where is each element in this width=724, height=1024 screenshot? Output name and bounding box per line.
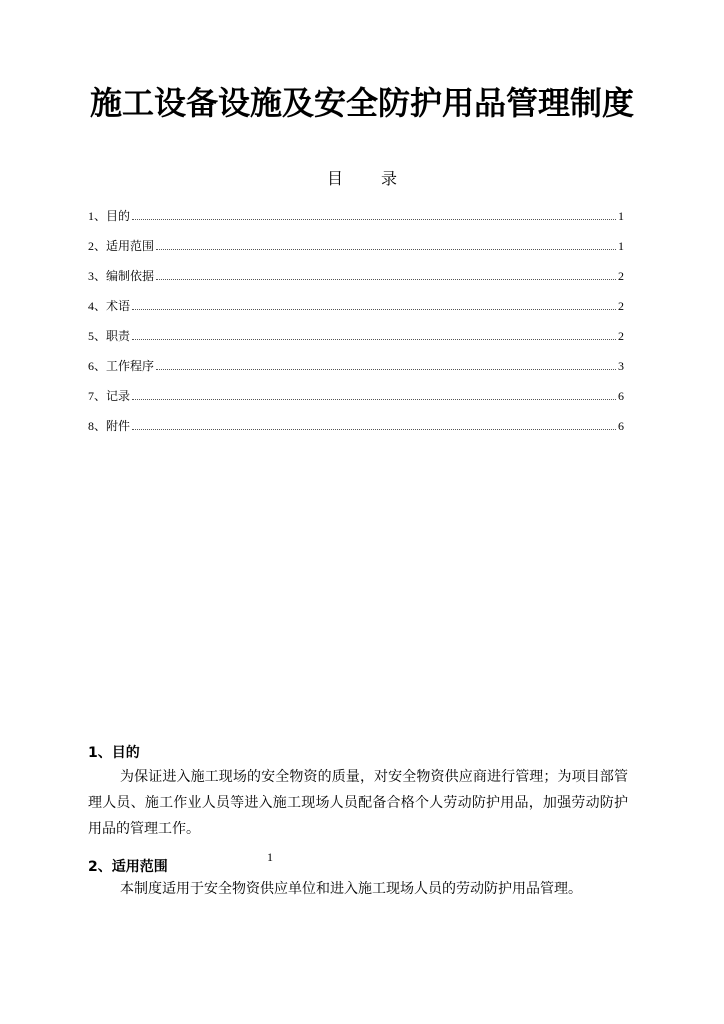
- section-body-scope: 本制度适用于安全物资供应单位和进入施工现场人员的劳动防护用品管理。: [120, 881, 582, 897]
- toc-entry-label: 适用范围: [106, 239, 155, 253]
- toc-entry[interactable]: [88, 207, 624, 237]
- toc-heading: [0, 166, 724, 189]
- toc-entry-page: 1: [618, 239, 624, 253]
- toc-entry-page: 6: [618, 389, 624, 403]
- toc-entry-label: 记录: [106, 389, 131, 403]
- page-number: 1: [267, 850, 273, 864]
- toc-leader-dots: [132, 398, 616, 400]
- toc-heading-char-2: 录: [381, 169, 398, 188]
- toc-entry[interactable]: [88, 417, 624, 447]
- toc-entry-label: 术语: [106, 299, 131, 313]
- toc-entry-label: 工作程序: [106, 359, 155, 373]
- toc-entry-page: 1: [618, 209, 624, 223]
- toc-leader-dots: [132, 308, 616, 310]
- toc-leader-dots: [156, 278, 616, 280]
- toc-entry-number: 4、: [88, 299, 107, 313]
- toc-entry-number: 1、: [88, 209, 107, 223]
- toc-entry-number: 5、: [88, 329, 107, 343]
- toc-entry-number: 3、: [88, 269, 107, 283]
- section-body-purpose: 为保证进入施工现场的安全物资的质量，对安全物资供应商进行管理；为项目部管理人员、施工作业人员等进入施工现场人员配备合格个人劳动防护用品，加强劳动防护用品的管理工作。: [88, 769, 628, 837]
- toc-entry[interactable]: [88, 327, 624, 357]
- toc-entry-number: 8、: [88, 419, 107, 433]
- toc-entry-number: 7、: [88, 389, 107, 403]
- toc-entry-page: 2: [618, 299, 624, 313]
- toc-entry[interactable]: [88, 387, 624, 417]
- toc-leader-dots: [132, 218, 616, 220]
- toc-entry[interactable]: [88, 237, 624, 267]
- section-heading-scope: 2、适用范围: [88, 859, 168, 875]
- table-of-contents: [88, 207, 624, 447]
- toc-entry[interactable]: [88, 267, 624, 297]
- toc-entry-page: 2: [618, 329, 624, 343]
- toc-entry[interactable]: [88, 297, 624, 327]
- toc-entry-page: 2: [618, 269, 624, 283]
- toc-leader-dots: [132, 338, 616, 340]
- toc-entry-page: 3: [618, 359, 624, 373]
- toc-entry-number: 6、: [88, 359, 107, 373]
- toc-entry-number: 2、: [88, 239, 107, 253]
- document-title: 施工设备设施及安全防护用品管理制度: [90, 84, 635, 122]
- toc-entry-page: 6: [618, 419, 624, 433]
- section-heading-purpose: 1、目的: [88, 745, 140, 761]
- toc-leader-dots: [156, 248, 616, 250]
- toc-heading-char-1: 目: [326, 169, 343, 188]
- toc-entry[interactable]: [88, 357, 624, 387]
- toc-entry-label: 目的: [106, 209, 131, 223]
- toc-entry-label: 编制依据: [106, 269, 155, 283]
- toc-leader-dots: [156, 368, 616, 370]
- toc-entry-label: 附件: [106, 419, 131, 433]
- toc-leader-dots: [132, 428, 616, 430]
- toc-entry-label: 职责: [106, 329, 131, 343]
